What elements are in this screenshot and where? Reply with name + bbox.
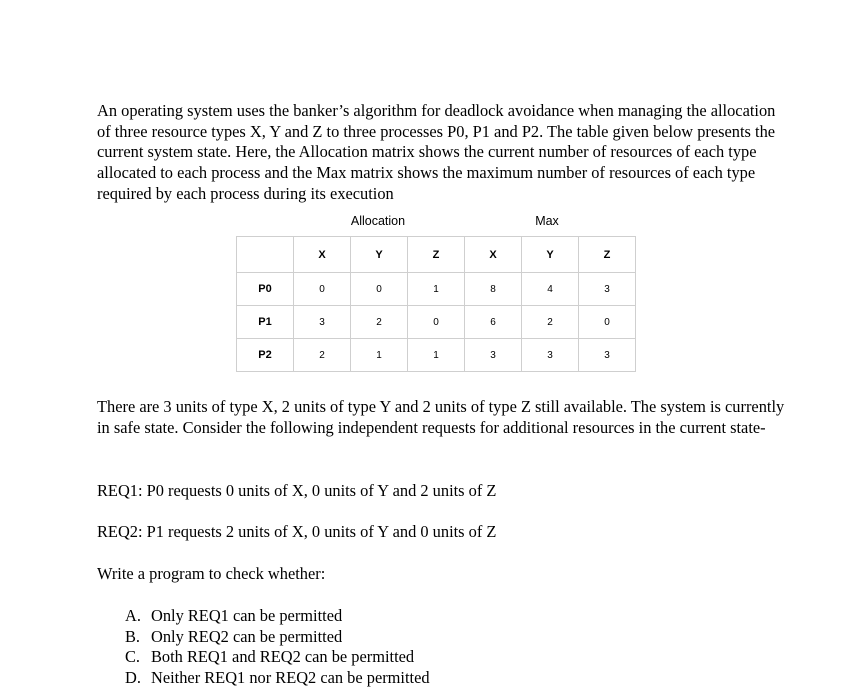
request-1: REQ1: P0 requests 0 units of X, 0 units of Y and 2 units of Z xyxy=(97,481,497,500)
table-cell: 1 xyxy=(408,339,465,372)
table-cell: 3 xyxy=(465,339,522,372)
table-cell: 0 xyxy=(579,306,636,339)
table-cell: 3 xyxy=(579,273,636,306)
table-cell: 2 xyxy=(351,306,408,339)
table-cell: 1 xyxy=(351,339,408,372)
alloc-x-header: X xyxy=(294,237,351,273)
option-text: Only REQ1 can be permitted xyxy=(151,606,343,625)
table-cell: 0 xyxy=(408,306,465,339)
table-cell: 0 xyxy=(351,273,408,306)
table-cell: 8 xyxy=(465,273,522,306)
max-header: Max xyxy=(535,214,559,228)
availability-text: There are 3 units of type X, 2 units of type Y and 2 units of type Z still available. The system is currently in safe state. Consider the following independent requests for additional resources in the current state- xyxy=(97,397,785,437)
table-cell: 3 xyxy=(294,306,351,339)
column-header-row xyxy=(237,237,636,273)
answer-options xyxy=(125,606,430,689)
table-cell: 2 xyxy=(294,339,351,372)
option-letter: C. xyxy=(125,647,141,667)
option-a xyxy=(125,606,430,627)
option-text: Only REQ2 can be permitted xyxy=(151,626,343,646)
process-label: P2 xyxy=(237,339,294,372)
question-prompt: Write a program to check whether: xyxy=(97,564,326,583)
table-row xyxy=(237,306,636,339)
corner-cell xyxy=(237,237,294,273)
table-row xyxy=(237,339,636,372)
table-cell: 0 xyxy=(294,273,351,306)
allocation-header: Allocation xyxy=(350,214,406,228)
option-letter: B. xyxy=(125,626,141,646)
option-b xyxy=(125,627,430,648)
table-cell: 1 xyxy=(408,273,465,306)
table-cell: 3 xyxy=(522,339,579,372)
table-cell: 2 xyxy=(522,306,579,339)
option-text: Neither REQ1 nor REQ2 can be permitted xyxy=(151,668,430,688)
alloc-y-header: Y xyxy=(351,237,408,273)
table-cell: 6 xyxy=(465,306,522,339)
problem-intro: An operating system uses the banker’s algorithm for deadlock avoidance when managing the allocation of three resource types X, Y and Z to three processes P0, P1 and P2. The table given below presents the current system state. Here, the Allocation matrix shows the current number of resources of each type allocated to each process and the Max matrix shows the maximum number of resources of each type required by each process during its execution xyxy=(97,101,776,203)
system-state-table xyxy=(236,236,636,372)
option-d xyxy=(125,668,430,689)
table-cell: 4 xyxy=(522,273,579,306)
alloc-z-header: Z xyxy=(408,237,465,273)
max-y-header: Y xyxy=(522,237,579,273)
request-2: REQ2: P1 requests 2 units of X, 0 units of Y and 0 units of Z xyxy=(97,522,497,541)
option-text: Both REQ1 and REQ2 can be permitted xyxy=(151,647,415,667)
max-z-header: Z xyxy=(579,237,636,273)
option-c xyxy=(125,647,430,668)
option-letter: D. xyxy=(125,668,141,688)
option-letter: A. xyxy=(125,606,141,625)
max-x-header: X xyxy=(465,237,522,273)
process-label: P0 xyxy=(237,273,294,306)
table-row xyxy=(237,273,636,306)
table-cell: 3 xyxy=(579,339,636,372)
process-label: P1 xyxy=(237,306,294,339)
